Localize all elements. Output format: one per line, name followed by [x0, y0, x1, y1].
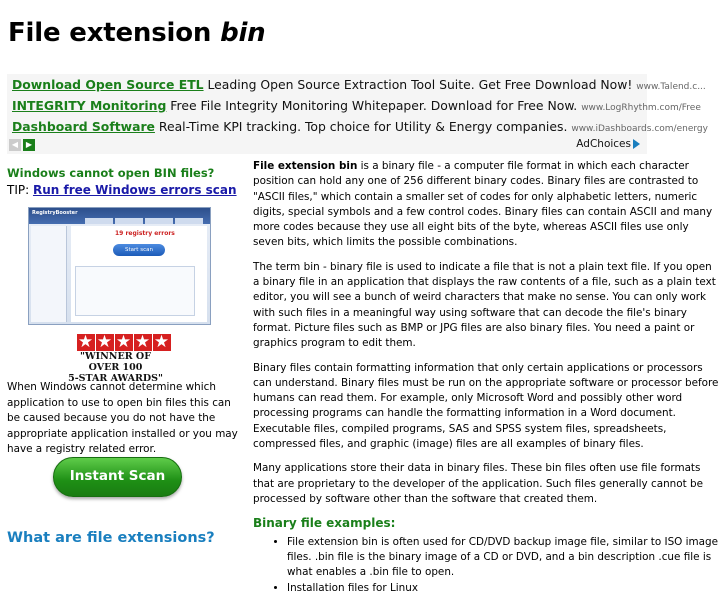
- screenshot-logo: RegistryBooster: [32, 210, 78, 216]
- file-extensions-heading: What are file extensions?: [7, 530, 215, 546]
- screenshot-main: [71, 226, 207, 322]
- screenshot-panel: [75, 266, 195, 316]
- ad-block: [7, 74, 708, 154]
- paragraph: Binary files contain formatting information that only certain applications or processors can understand. Binary files must be run on the appropriate software or processor before humans can read them. For example, only Microsoft Word and possibly other word processing programs can handle the formatting information in a Word document. Executable files, compiled programs, SAS and SPSS system files, spreadsheets, compressed files, and graphic (image) files are all examples of binary files.: [253, 361, 719, 451]
- intro-text: is a binary file - a computer file format in which each character position can hold any one of 256 different binary codes. Binary files are contrasted to "ASCII files," which contain a smaller set of codes for only alphabetic letters, numeric digits, special symbols and a few control codes. Binary files can contain ASCII and many more codes because they use all eight bits of the byte, whereas ASCII files use only seven bits, which limits the possible combinations.: [253, 160, 713, 249]
- ad-nav: [9, 139, 35, 151]
- paragraph: The term bin - binary file is used to indicate a file that is not a plain text file. If you open a binary file in an application that displays the raw contents of a file, such as a plain text editor, you will see a bunch of weird characters that make no sense. You can only work with such files in a meaningful way using software that can decode the file's binary format. Picture files such as BMP or JPG files are also binary files. You need a paint or graphics program to edit them.: [253, 260, 716, 350]
- paragraph: Many applications store their data in binary files. These bin files often use file formats that are proprietary to the developer of the application. Such files generally cannot be processed by software other than the software that created them.: [253, 462, 703, 505]
- screenshot-tabs: [85, 218, 203, 224]
- screenshot-sidebar: [31, 226, 67, 322]
- ad-row[interactable]: [12, 98, 701, 116]
- intro-bold: File extension bin: [253, 160, 358, 172]
- ad-url[interactable]: www.iDashboards.com/energy: [571, 124, 708, 134]
- ad-description: Free File Integrity Monitoring Whitepaper. Download for Free Now.: [166, 98, 582, 113]
- sidebar-paragraph: When Windows cannot determine which application to use to open bin files this can be caused because you do not have the appropriate application installed or you may have a registry related error.: [7, 381, 238, 455]
- ad-link[interactable]: INTEGRITY Monitoring: [12, 98, 167, 113]
- ad-description: Real-Time KPI tracking. Top choice for Utility & Energy companies.: [154, 119, 572, 134]
- errors-scan-link[interactable]: Run free Windows errors scan: [32, 183, 237, 197]
- screenshot-errors-text: 19 registry errors: [115, 230, 175, 237]
- next-arrow-icon[interactable]: ▶: [23, 139, 35, 151]
- ad-row[interactable]: [12, 119, 708, 137]
- adchoices-icon: [633, 139, 640, 149]
- sidebar-title: Windows cannot open BIN files?: [7, 166, 215, 180]
- star-icon: ★: [77, 332, 95, 352]
- star-icon: ★: [153, 332, 171, 352]
- award-line: "WINNER OF OVER 100: [80, 351, 151, 373]
- product-screenshot[interactable]: [28, 207, 211, 325]
- page-title: File extension bin: [8, 18, 266, 48]
- screenshot-header: [29, 208, 210, 224]
- instant-scan-button[interactable]: Instant Scan: [53, 457, 182, 497]
- intro-paragraph: [253, 159, 720, 251]
- adchoices-link[interactable]: [576, 138, 640, 150]
- ad-description: Leading Open Source Extraction Tool Suite. Get Free Download Now!: [203, 77, 637, 92]
- tip-label: TIP:: [7, 183, 33, 197]
- adchoices-label: AdChoices: [576, 138, 631, 150]
- screenshot-scan-button: Start scan: [113, 244, 165, 256]
- tip-line: [7, 183, 237, 197]
- main-content: [253, 159, 720, 598]
- award-line: 5-STAR AWARDS": [68, 373, 163, 384]
- star-icon: ★: [96, 332, 114, 352]
- examples-list: [253, 535, 720, 597]
- ad-url[interactable]: www.LogRhythm.com/Free: [581, 103, 701, 113]
- ad-link[interactable]: Dashboard Software: [12, 119, 155, 134]
- ad-url[interactable]: www.Talend.c...: [636, 82, 706, 92]
- five-star-rating: [77, 332, 172, 352]
- ad-link[interactable]: Download Open Source ETL: [12, 77, 204, 92]
- star-icon: ★: [115, 332, 133, 352]
- examples-heading: Binary file examples:: [253, 516, 396, 531]
- star-icon: ★: [134, 332, 152, 352]
- list-item: • File extension bin is often used for CD/DVD backup image file, similar to ISO image files. .bin file is the binary image of a CD or DVD, and a bin description .cue file is what enables a .bin file to open.: [287, 535, 720, 581]
- list-item: • Installation files for Linux: [287, 581, 720, 596]
- prev-arrow-icon[interactable]: ◀: [9, 139, 21, 151]
- ad-row[interactable]: [12, 77, 706, 95]
